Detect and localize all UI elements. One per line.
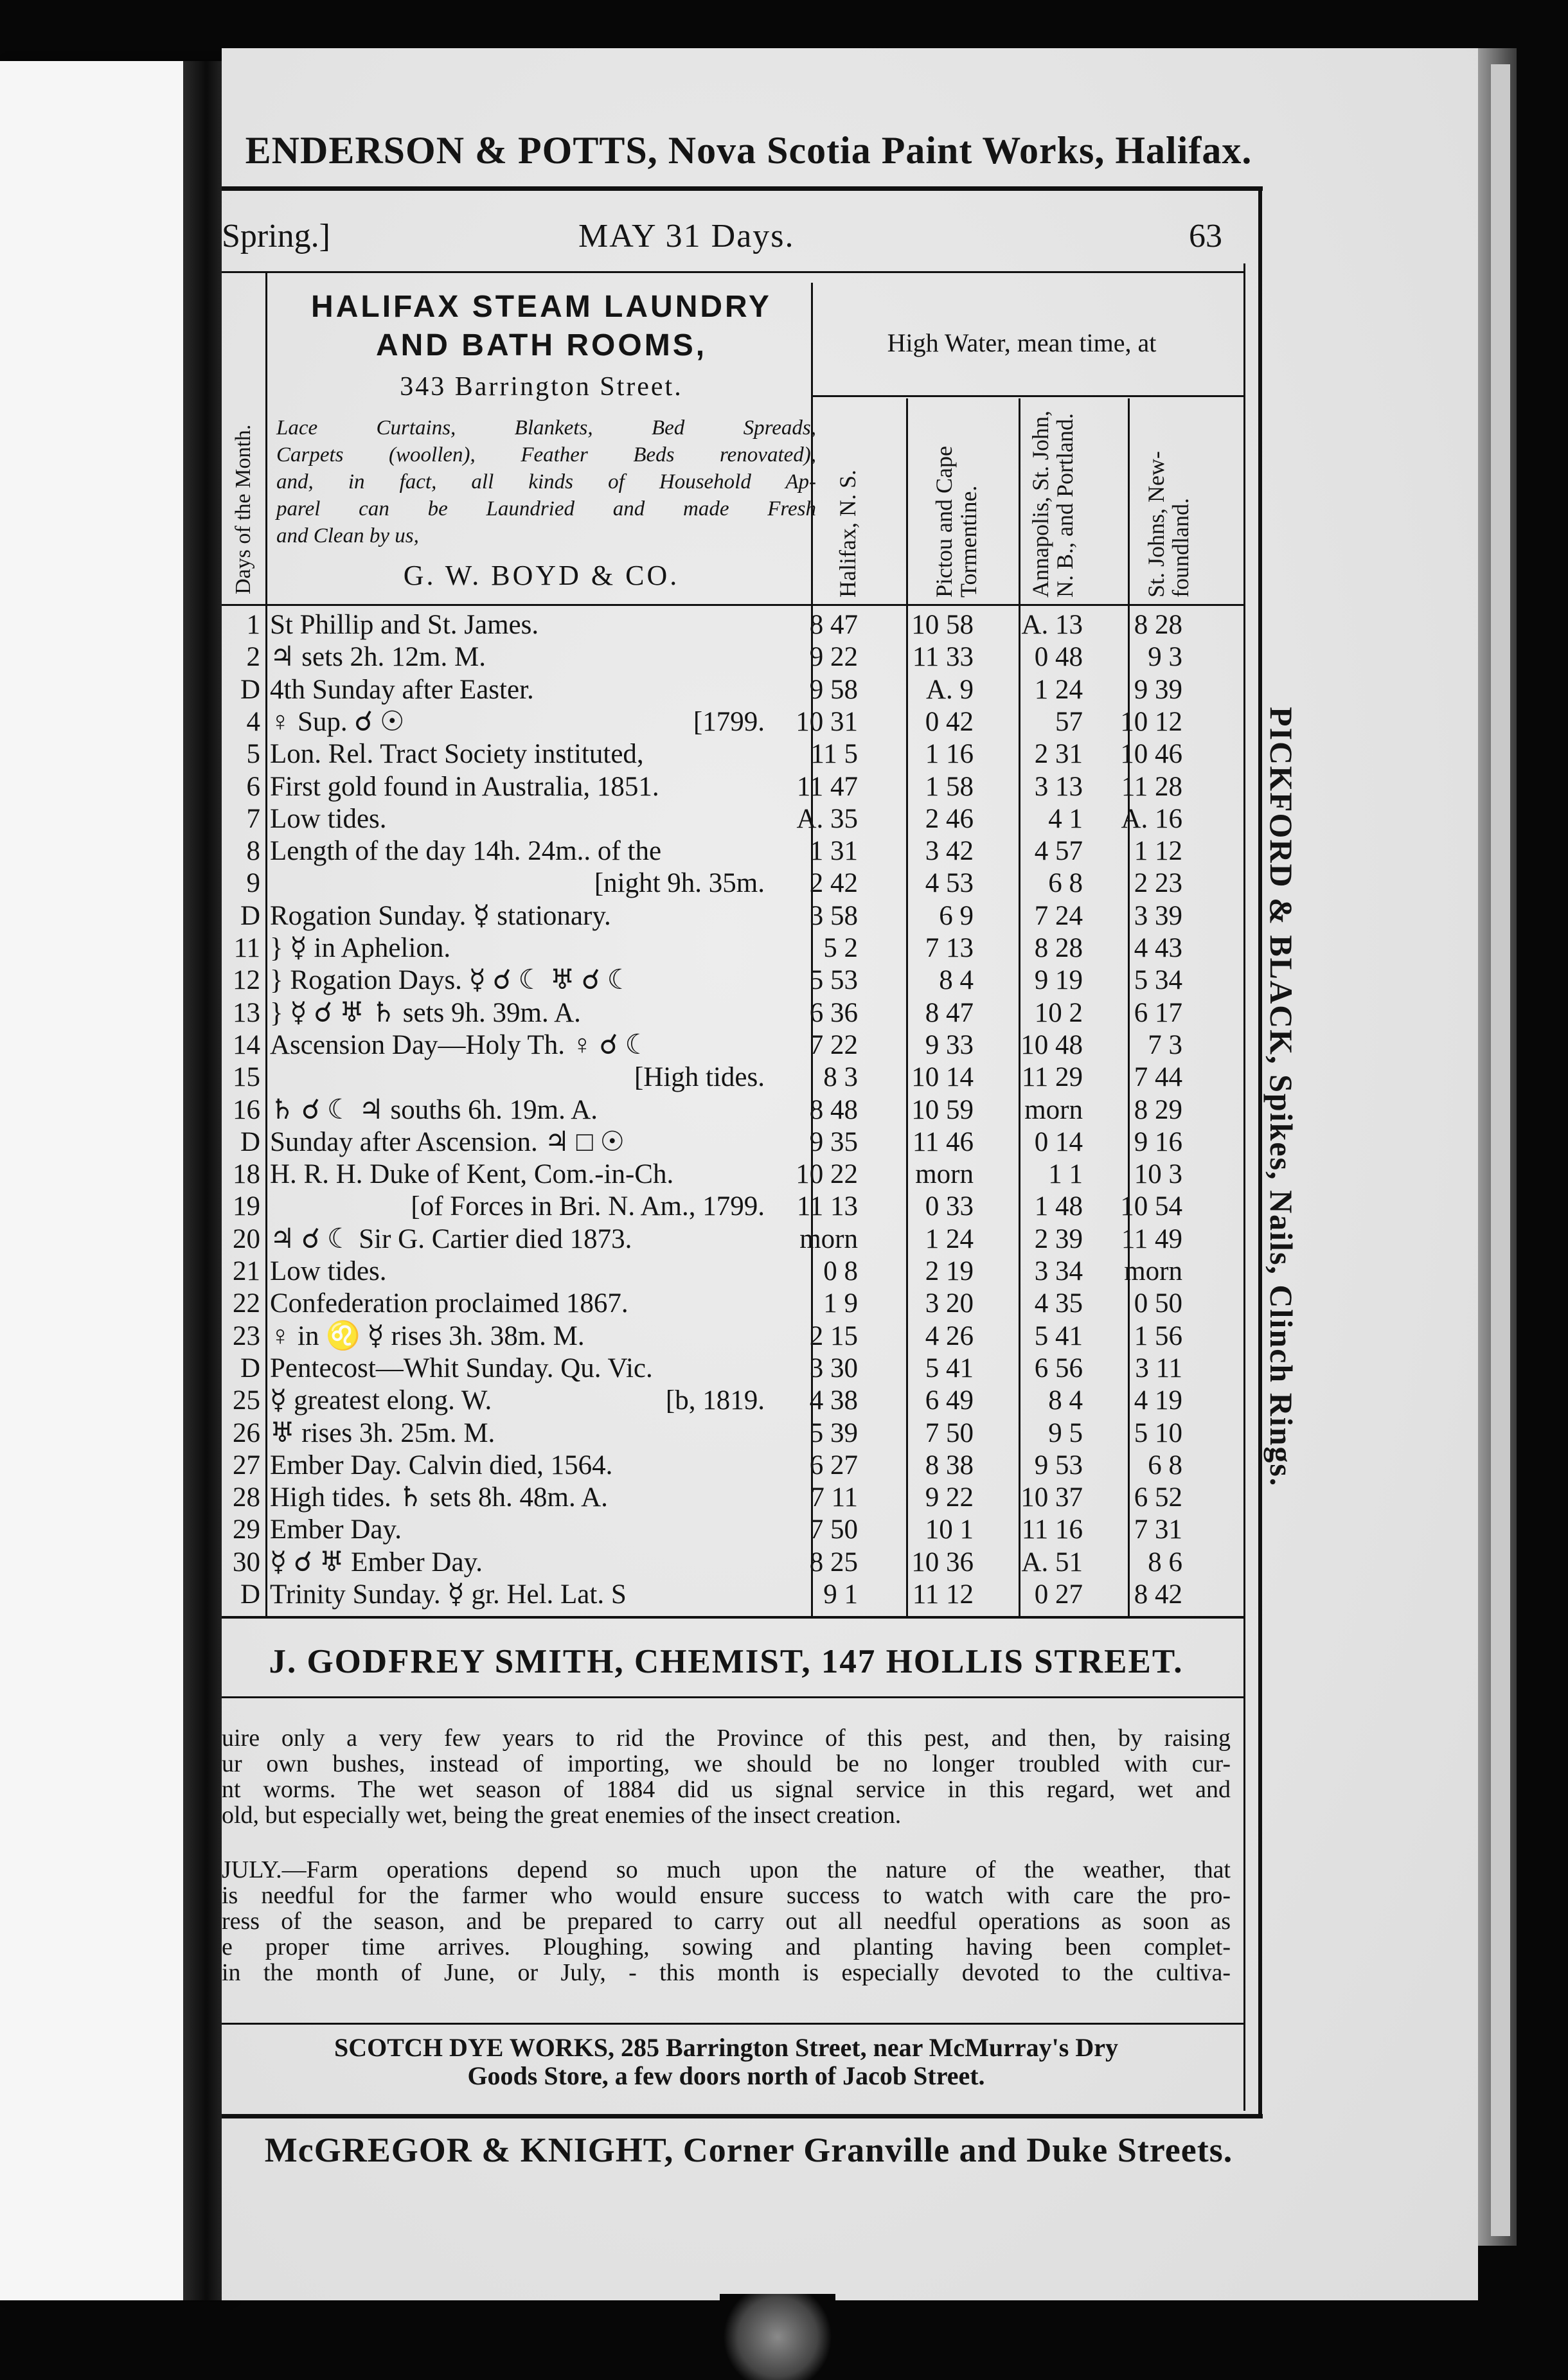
day-cell: 2 [246, 642, 260, 673]
pictou-cell: 1 24 [925, 1223, 974, 1254]
table-row [222, 641, 1250, 673]
pictou-cell: 4 26 [925, 1320, 974, 1351]
paragraph-line: uire only a very few years to rid the Province of this pest, and then, by raising [222, 1725, 1231, 1752]
halifax-cell: 9 22 [809, 642, 858, 673]
stjohns-cell: morn [1124, 1256, 1182, 1286]
table-row [222, 803, 1250, 835]
pictou-cell: 6 9 [939, 900, 974, 931]
stjohns-cell: 10 12 [1120, 706, 1182, 737]
event-cell: Rogation Sunday. ☿ stationary. [270, 900, 611, 931]
pictou-cell: morn [915, 1159, 974, 1190]
pictou-cell: A. 9 [925, 674, 974, 705]
stjohns-cell: 1 12 [1134, 836, 1182, 867]
day-cell: 7 [246, 803, 260, 834]
event-cell: H. R. H. Duke of Kent, Com.-in-Ch. [270, 1159, 674, 1190]
event-cell: 4th Sunday after Easter. [270, 674, 534, 705]
annapolis-cell: 10 2 [1034, 997, 1083, 1028]
scan-smudge [720, 2294, 835, 2380]
top-banner: ENDERSON & POTTS, Nova Scotia Paint Works, Halifax. [245, 129, 1252, 172]
event-cell: Lon. Rel. Tract Society instituted, [270, 739, 644, 770]
annapolis-cell: 6 56 [1034, 1353, 1083, 1383]
day-cell: 28 [233, 1482, 260, 1513]
pictou-cell: 10 59 [911, 1094, 974, 1125]
halifax-cell: 9 1 [823, 1579, 858, 1610]
event-cell: ♄ ☌ ☾ ♃ souths 6h. 19m. A. [270, 1094, 598, 1125]
halifax-cell: 8 48 [809, 1094, 858, 1125]
pictou-cell: 11 12 [912, 1579, 974, 1610]
paragraph-line: nt worms. The wet season of 1884 did us signal service in this regard, wet and [222, 1776, 1231, 1803]
pictou-cell: 10 14 [911, 1062, 974, 1093]
halifax-cell: A. 35 [796, 803, 858, 834]
halifax-cell: 6 27 [809, 1450, 858, 1480]
laundry-ad-title-line1: HALIFAX STEAM LAUNDRY [311, 290, 772, 324]
annapolis-cell: 7 24 [1034, 900, 1083, 931]
table-row [222, 1126, 1250, 1159]
day-cell: 23 [233, 1320, 260, 1351]
laundry-ad-body [276, 414, 816, 549]
paragraph-line: is needful for the farmer who would ensure success to watch with care the pro- [222, 1882, 1231, 1909]
frame-bottom-rule [222, 2114, 1263, 2118]
laundry-ad-line: and Clean by us, [276, 524, 419, 547]
stjohns-cell: A. 16 [1121, 803, 1182, 834]
table-row [222, 1029, 1250, 1061]
annapolis-cell: A. 13 [1021, 610, 1083, 640]
chemist-banner: J. GODFREY SMITH, CHEMIST, 147 HOLLIS STREET. [269, 1643, 1184, 1680]
pictou-cell: 4 53 [925, 868, 974, 899]
pictou-cell: 3 20 [925, 1288, 974, 1319]
halifax-cell: 5 39 [809, 1417, 858, 1448]
stjohns-cell: 10 3 [1134, 1159, 1182, 1190]
stjohns-cell: 5 10 [1134, 1417, 1182, 1448]
event-continuation-cell: [1799. [693, 706, 765, 737]
annapolis-cell: 4 1 [1048, 803, 1083, 834]
stjohns-cell: 2 23 [1134, 868, 1182, 899]
annapolis-cell: 2 39 [1034, 1223, 1083, 1254]
frame-top-rule [222, 186, 1263, 191]
day-cell: 13 [233, 997, 260, 1028]
bottom-banner: McGREGOR & KNIGHT, Corner Granville and Duke Streets. [264, 2131, 1233, 2169]
table-row [222, 1482, 1250, 1514]
pictou-cell: 6 49 [925, 1385, 974, 1416]
halifax-cell: 0 8 [823, 1256, 858, 1286]
event-cell: Ascension Day—Holy Th. ♀ ☌ ☾ [270, 1029, 650, 1060]
table-row [222, 1191, 1250, 1223]
stjohns-cell: 11 49 [1121, 1223, 1182, 1254]
day-cell: 9 [246, 868, 260, 899]
halifax-cell: 11 47 [796, 771, 858, 802]
stjohns-cell: 11 28 [1121, 771, 1182, 802]
event-continuation-cell: [High tides. [634, 1062, 765, 1093]
page-stack-edge-light [1491, 64, 1510, 2236]
stjohns-cell: 9 16 [1134, 1126, 1182, 1157]
annapolis-cell: 4 57 [1034, 836, 1083, 867]
event-cell: ♀ Sup. ☌ ☉ [270, 706, 405, 737]
table-row [222, 738, 1250, 770]
table-row [222, 706, 1250, 738]
halifax-cell: 7 11 [810, 1482, 858, 1513]
table-row [222, 1159, 1250, 1191]
day-cell: 16 [233, 1094, 260, 1125]
mid-banner-rule [222, 1696, 1243, 1698]
annapolis-cell: 10 48 [1020, 1029, 1083, 1060]
event-cell: ♃ ☌ ☾ Sir G. Cartier died 1873. [270, 1223, 632, 1254]
table-row [222, 1417, 1250, 1450]
day-cell: 22 [233, 1288, 260, 1319]
halifax-cell: 10 31 [796, 706, 858, 737]
halifax-cell: 6 36 [809, 997, 858, 1028]
halifax-cell: 3 30 [809, 1353, 858, 1383]
day-cell: 14 [233, 1029, 260, 1060]
stjohns-cell: 6 52 [1134, 1482, 1182, 1513]
col-head-stjohns: St. Johns, New-foundland. [1143, 450, 1193, 598]
halifax-cell: 9 35 [809, 1126, 858, 1157]
pictou-cell: 11 33 [912, 642, 974, 673]
table-row [222, 674, 1250, 706]
pictou-cell: 0 33 [925, 1191, 974, 1222]
dye-works-line1: SCOTCH DYE WORKS, 285 Barrington Street, near McMurray's Dry [334, 2033, 1118, 2062]
day-cell: 19 [233, 1191, 260, 1222]
table-row [222, 1353, 1250, 1385]
stjohns-cell: 6 8 [1148, 1450, 1182, 1480]
col-head-annapolis: Annapolis, St. John, N. B., and Portland. [1028, 410, 1078, 598]
halifax-cell: 1 9 [823, 1288, 858, 1319]
event-continuation-cell: [of Forces in Bri. N. Am., 1799. [411, 1191, 765, 1222]
pictou-cell: 0 42 [925, 706, 974, 737]
halifax-cell: 3 58 [809, 900, 858, 931]
pictou-cell: 10 1 [925, 1514, 974, 1545]
annapolis-cell: 1 1 [1048, 1159, 1083, 1190]
paragraph-line: e proper time arrives. Ploughing, sowing and planting having been complet- [222, 1933, 1231, 1960]
high-water-caption: High Water, mean time, at [887, 328, 1157, 357]
stjohns-cell: 0 50 [1134, 1288, 1182, 1319]
day-cell: 18 [233, 1159, 260, 1190]
halifax-cell: 7 50 [809, 1514, 858, 1545]
event-cell: High tides. ♄ sets 8h. 48m. A. [270, 1482, 608, 1513]
day-cell: 20 [233, 1223, 260, 1254]
stjohns-cell: 3 39 [1134, 900, 1182, 931]
pictou-cell: 3 42 [925, 836, 974, 867]
stjohns-cell: 9 39 [1134, 674, 1182, 705]
table-row [222, 900, 1250, 932]
table-row [222, 1450, 1250, 1482]
paragraph-july [222, 1857, 1231, 1985]
day-cell: 5 [246, 739, 260, 770]
annapolis-cell: 1 24 [1034, 674, 1083, 705]
day-cell: 21 [233, 1256, 260, 1286]
pictou-cell: 8 4 [939, 965, 974, 996]
event-cell: Pentecost—Whit Sunday. Qu. Vic. [270, 1353, 653, 1383]
table-row [222, 1579, 1250, 1611]
laundry-ad-title [270, 288, 813, 365]
hw-caption-rule [813, 395, 1243, 397]
book-spine [183, 61, 222, 2300]
event-cell: } ☿ in Aphelion. [270, 933, 451, 963]
laundry-ad-line: Lace Curtains, Blankets, Bed Spreads, [276, 416, 816, 440]
annapolis-cell: 9 19 [1034, 965, 1083, 996]
pictou-cell: 2 19 [925, 1256, 974, 1286]
table-row [222, 932, 1250, 964]
dye-works-ad [222, 2034, 1231, 2090]
annapolis-cell: 57 [1055, 706, 1083, 737]
halifax-cell: 1 31 [809, 836, 858, 867]
stjohns-cell: 8 29 [1134, 1094, 1182, 1125]
event-continuation-cell: [b, 1819. [665, 1385, 765, 1416]
event-continuation-cell: [night 9h. 35m. [594, 868, 765, 899]
halifax-cell: morn [799, 1223, 858, 1254]
table-row [222, 1320, 1250, 1353]
laundry-ad-line: Carpets (woollen), Feather Beds renovated), [276, 443, 816, 466]
day-cell: 26 [233, 1417, 260, 1448]
halifax-cell: 11 5 [810, 739, 858, 770]
annapolis-cell: 6 8 [1048, 868, 1083, 899]
event-cell: ☿ ☌ ♅ Ember Day. [270, 1547, 483, 1577]
day-cell: 30 [233, 1547, 260, 1577]
paragraph-line: JULY.—Farm operations depend so much upon the nature of the weather, that [222, 1856, 1231, 1883]
season-label: Spring.] [222, 218, 330, 254]
day-cell: 1 [246, 610, 260, 640]
pictou-cell: 7 13 [925, 933, 974, 963]
event-cell: Ember Day. Calvin died, 1564. [270, 1450, 613, 1480]
col-head-halifax: Halifax, N. S. [835, 470, 860, 598]
event-cell: Low tides. [270, 803, 387, 834]
annapolis-cell: 8 28 [1034, 933, 1083, 963]
event-cell: } Rogation Days. ☿ ☌ ☾ ♅ ☌ ☾ [270, 965, 632, 996]
annapolis-cell: 2 31 [1034, 739, 1083, 770]
stjohns-cell: 5 34 [1134, 965, 1182, 996]
annapolis-cell: 0 14 [1034, 1126, 1083, 1157]
pictou-cell: 8 47 [925, 997, 974, 1028]
table-row [222, 1094, 1250, 1126]
annapolis-cell: 1 48 [1034, 1191, 1083, 1222]
day-cell: 12 [233, 965, 260, 996]
annapolis-cell: 8 4 [1048, 1385, 1083, 1416]
annapolis-cell: morn [1024, 1094, 1083, 1125]
halifax-cell: 8 25 [809, 1547, 858, 1577]
annapolis-cell: 0 48 [1034, 642, 1083, 673]
event-cell: Length of the day 14h. 24m.. of the [270, 836, 662, 867]
header-rule [222, 271, 1243, 273]
table-row [222, 1385, 1250, 1417]
table-row [222, 835, 1250, 867]
pictou-cell: 5 41 [925, 1353, 974, 1383]
pictou-cell: 1 16 [925, 739, 974, 770]
paragraph-currant-worms [222, 1725, 1231, 1828]
event-cell: Trinity Sunday. ☿ gr. Hel. Lat. S [270, 1579, 627, 1610]
table-head-rule [222, 604, 1243, 606]
day-cell: 6 [246, 771, 260, 802]
dye-works-line2: Goods Store, a few doors north of Jacob Street. [467, 2061, 985, 2090]
stjohns-cell: 10 54 [1120, 1191, 1182, 1222]
stjohns-cell: 7 44 [1134, 1062, 1182, 1093]
table-row [222, 1061, 1250, 1094]
stjohns-cell: 8 6 [1148, 1547, 1182, 1577]
page-number: 63 [1189, 218, 1222, 254]
day-cell: 11 [233, 933, 260, 963]
day-cell: D [240, 900, 260, 931]
day-cell: D [240, 1579, 260, 1610]
stjohns-cell: 1 56 [1134, 1320, 1182, 1351]
col-head-pictou: Pictou and Cape Tormentine. [931, 446, 981, 598]
table-bottom-rule [222, 1616, 1243, 1619]
table-row [222, 964, 1250, 997]
laundry-ad-line: parel can be Laundried and made Fresh [276, 497, 816, 520]
laundry-ad-signature: G. W. BOYD & CO. [403, 560, 680, 591]
annapolis-cell: 10 37 [1020, 1482, 1083, 1513]
table-row [222, 1288, 1250, 1320]
event-cell: Ember Day. [270, 1514, 402, 1545]
event-cell: Low tides. [270, 1256, 387, 1286]
pictou-cell: 1 58 [925, 771, 974, 802]
laundry-ad-title-line2: AND BATH ROOMS, [375, 328, 708, 362]
event-cell: St Phillip and St. James. [270, 610, 539, 640]
day-cell: D [240, 1353, 260, 1383]
table-row [222, 771, 1250, 803]
table-row [222, 1514, 1250, 1546]
annapolis-cell: 3 13 [1034, 771, 1083, 802]
laundry-ad-address: 343 Barrington Street. [400, 372, 683, 402]
table-row [222, 867, 1250, 900]
event-cell: ♅ rises 3h. 25m. M. [270, 1417, 495, 1448]
paragraph-line: ress of the season, and be prepared to carry out all needful operations as soon as [222, 1908, 1231, 1935]
pictou-cell: 8 38 [925, 1450, 974, 1480]
pictou-cell: 2 46 [925, 803, 974, 834]
annapolis-cell: 5 41 [1034, 1320, 1083, 1351]
annapolis-cell: 9 5 [1048, 1417, 1083, 1448]
table-row [222, 1256, 1250, 1288]
event-cell: ♀ in ♌ ☿ rises 3h. 38m. M. [270, 1320, 585, 1351]
annapolis-cell: 9 53 [1034, 1450, 1083, 1480]
stjohns-cell: 3 11 [1135, 1353, 1182, 1383]
event-cell: ☿ greatest elong. W. [270, 1385, 492, 1416]
table-row [222, 1547, 1250, 1579]
paragraph-line: old, but especially wet, being the great enemies of the insect creation. [222, 1802, 902, 1829]
month-title: MAY 31 Days. [578, 218, 795, 254]
day-cell: D [240, 1126, 260, 1157]
day-cell: 4 [246, 706, 260, 737]
pictou-cell: 9 33 [925, 1029, 974, 1060]
halifax-cell: 7 22 [809, 1029, 858, 1060]
table-row [222, 997, 1250, 1029]
annapolis-cell: A. 51 [1021, 1547, 1083, 1577]
halifax-cell: 2 15 [809, 1320, 858, 1351]
event-cell: ♃ sets 2h. 12m. M. [270, 642, 486, 673]
annapolis-cell: 11 16 [1021, 1514, 1083, 1545]
table-row [222, 1223, 1250, 1256]
stjohns-cell: 8 28 [1134, 610, 1182, 640]
event-cell: } ☿ ☌ ♅ ♄ sets 9h. 39m. A. [270, 997, 581, 1028]
laundry-ad-line: and, in fact, all kinds of Household Ap- [276, 470, 816, 493]
pictou-cell: 9 22 [925, 1482, 974, 1513]
halifax-cell: 9 58 [809, 674, 858, 705]
stjohns-cell: 4 43 [1134, 933, 1182, 963]
day-cell: 27 [233, 1450, 260, 1480]
halifax-cell: 8 3 [823, 1062, 858, 1093]
stjohns-cell: 10 46 [1120, 739, 1182, 770]
stjohns-cell: 7 31 [1134, 1514, 1182, 1545]
pictou-cell: 11 46 [912, 1126, 974, 1157]
event-cell: Confederation proclaimed 1867. [270, 1288, 628, 1319]
halifax-cell: 2 42 [809, 868, 858, 899]
event-cell: First gold found in Australia, 1851. [270, 771, 659, 802]
frame-right-rule [1258, 186, 1262, 2117]
halifax-cell: 11 13 [796, 1191, 858, 1222]
stjohns-cell: 4 19 [1134, 1385, 1182, 1416]
paragraph-line: in the month of June, or July, - this month is especially devoted to the cultiva- [222, 1959, 1231, 1986]
annapolis-cell: 4 35 [1034, 1288, 1083, 1319]
event-cell: Sunday after Ascension. ♃ □ ☉ [270, 1126, 625, 1157]
dye-top-rule [222, 2023, 1243, 2025]
pictou-cell: 10 58 [911, 610, 974, 640]
stjohns-cell: 6 17 [1134, 997, 1182, 1028]
day-cell: 8 [246, 836, 260, 867]
pictou-cell: 7 50 [925, 1417, 974, 1448]
halifax-cell: 5 53 [809, 965, 858, 996]
stjohns-cell: 8 42 [1134, 1579, 1182, 1610]
day-cell: 25 [233, 1385, 260, 1416]
halifax-cell: 4 38 [809, 1385, 858, 1416]
day-cell: 15 [233, 1062, 260, 1093]
day-cell: D [240, 674, 260, 705]
halifax-cell: 8 47 [809, 610, 858, 640]
halifax-cell: 10 22 [796, 1159, 858, 1190]
stjohns-cell: 9 3 [1148, 642, 1182, 673]
table-row [222, 609, 1250, 641]
days-of-month-label: Days of the Month. [231, 424, 255, 594]
halifax-cell: 5 2 [823, 933, 858, 963]
paragraph-line: ur own bushes, instead of importing, we should be no longer troubled with cur- [222, 1750, 1231, 1777]
stjohns-cell: 7 3 [1148, 1029, 1182, 1060]
right-margin-banner: PICKFORD & BLACK, Spikes, Nails, Clinch Rings. [1263, 707, 1299, 1487]
annapolis-cell: 3 34 [1034, 1256, 1083, 1286]
annapolis-cell: 11 29 [1021, 1062, 1083, 1093]
annapolis-cell: 0 27 [1034, 1579, 1083, 1610]
pictou-cell: 10 36 [911, 1547, 974, 1577]
day-cell: 29 [233, 1514, 260, 1545]
